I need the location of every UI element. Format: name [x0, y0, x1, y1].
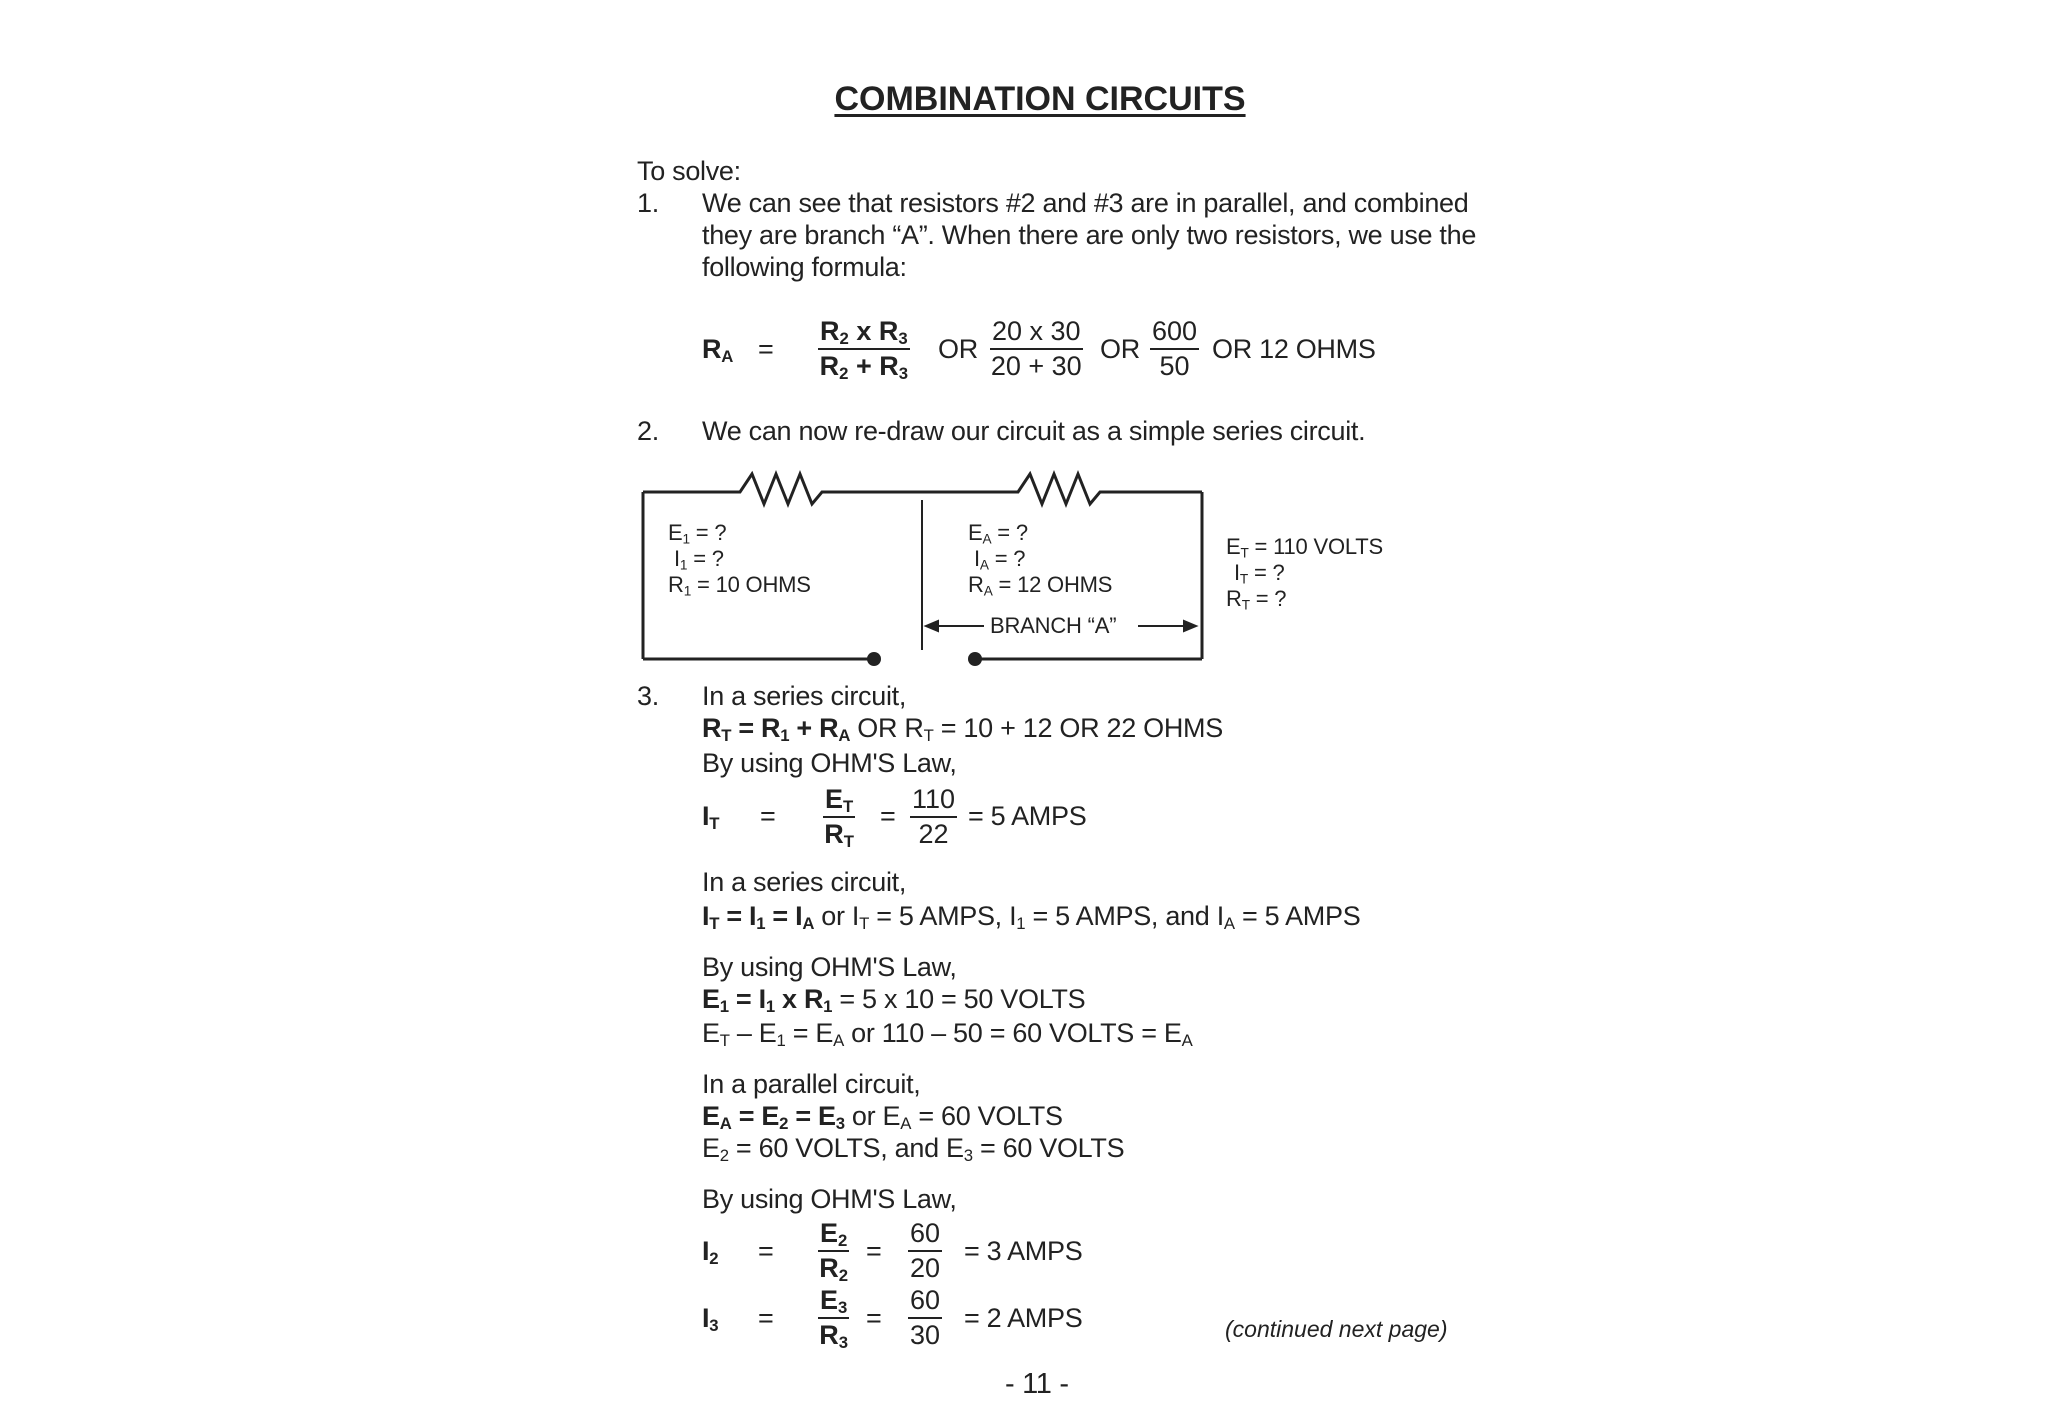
ra-equals: = — [758, 334, 774, 364]
i3-fraction-symbolic: $\frac{E_3}{R_3}$ — [819, 1285, 849, 1353]
i2-result: = 3 AMPS — [964, 1236, 1083, 1266]
ra-result: OR 12 OHMS — [1212, 334, 1376, 364]
it-result: = 5 AMPS — [968, 801, 1087, 831]
it-fraction-symbolic: $\frac{E_T}{R_T}$ — [824, 784, 854, 852]
total-it-label: $I_T$ = ? — [1234, 560, 1285, 587]
current-equation: $I_T = I_1 = I_A$ or $I_T = 5$ AMPS, $I_1 = 5$ AMPS, and $I_A = 5$ AMPS — [702, 901, 1361, 934]
step-1-line-2: they are branch “A”. When there are only two resistors, we use the — [702, 220, 1477, 250]
ohms-law-3: By using OHM'S Law, — [702, 1184, 957, 1214]
ea-parallel-equation: $E_A = E_2 = E_3$ or $E_A = 60$ VOLTS — [702, 1101, 1063, 1134]
e1-equation: $E_1 = I_1$ x $R_1 = 5$ x 10 = 50 VOLTS — [702, 984, 1086, 1017]
left-r1-label: $R_1 = 10$ OHMS — [668, 572, 811, 599]
it-equals-2: = — [880, 801, 896, 831]
i2-lhs: $I_2$ — [702, 1236, 719, 1269]
intro-text: To solve: — [637, 156, 741, 186]
i2-fraction-numeric: $\frac{60}{20}$ — [910, 1218, 941, 1283]
step-2-text: We can now re-draw our circuit as a simple series circuit. — [702, 416, 1366, 446]
terminal-right — [968, 652, 982, 666]
ra-fraction-symbolic: $\frac{R_2 x R_3}{R_2 + R_3}$ — [819, 316, 909, 384]
i2-equals-2: = — [866, 1236, 882, 1266]
left-e1-label: $E_1$ = ? — [668, 520, 727, 547]
branch-ea-label: $E_A$ = ? — [968, 520, 1028, 547]
ea-equation: $E_T - E_1 = E_A$ or 110 – 50 = 60 VOLTS = $E_A$ — [702, 1018, 1193, 1051]
step-1-number: 1. — [637, 188, 659, 218]
i3-result: = 2 AMPS — [964, 1303, 1083, 1333]
ohms-law-2: By using OHM'S Law, — [702, 952, 957, 982]
e2-e3-equation: $E_2 = 60$ VOLTS, and $E_3 = 60$ VOLTS — [702, 1133, 1125, 1166]
branch-arrow-left-head — [926, 621, 938, 631]
i3-fraction-numeric: $\frac{60}{30}$ — [910, 1285, 941, 1350]
step-3-number: 3. — [637, 681, 659, 711]
ra-lhs: $R_A$ — [702, 334, 733, 367]
branch-arrow-right-head — [1184, 621, 1196, 631]
it-fraction-numeric: $\frac{110}{22}$ — [912, 784, 956, 849]
total-rt-label: $R_T$ = ? — [1226, 586, 1287, 613]
left-i1-label: $I_1$ = ? — [674, 546, 724, 573]
it-equals: = — [760, 801, 776, 831]
branch-ia-label: $I_A$ = ? — [974, 546, 1026, 573]
ohms-law-1: By using OHM'S Law, — [702, 748, 957, 778]
i2-equals: = — [758, 1236, 774, 1266]
i3-equals-2: = — [866, 1303, 882, 1333]
series-intro-2: In a series circuit, — [702, 867, 907, 897]
circuit-top-wire-with-resistors — [643, 474, 1202, 504]
continued-note: (continued next page) — [1225, 1316, 1448, 1342]
ra-fraction-result: $\frac{600}{50}$ — [1152, 316, 1198, 381]
page-title: COMBINATION CIRCUITS — [834, 80, 1246, 118]
ra-or-2: OR — [1100, 334, 1140, 364]
ra-fraction-numeric: $\frac{20 x 30}{20 + 30}$ — [990, 316, 1082, 381]
ra-or-1: OR — [938, 334, 978, 364]
i2-fraction-symbolic: $\frac{E_2}{R_2}$ — [819, 1218, 849, 1286]
series-intro: In a series circuit, — [702, 681, 907, 711]
rt-equation: $R_T = R_1 + R_A$ OR $R_T = 10 + 12$ OR 22 OHMS — [702, 713, 1223, 746]
parallel-intro: In a parallel circuit, — [702, 1069, 921, 1099]
terminal-left — [867, 652, 881, 666]
step-1-line-3: following formula: — [702, 252, 907, 282]
branch-a-label: BRANCH “A” — [990, 613, 1117, 638]
branch-ra-label: $R_A = 12$ OHMS — [968, 572, 1113, 599]
step-1-line-1: We can see that resistors #2 and #3 are in parallel, and combined — [702, 188, 1469, 218]
i3-equals: = — [758, 1303, 774, 1333]
step-2-number: 2. — [637, 416, 659, 446]
total-et-label: $E_T = 110$ VOLTS — [1226, 534, 1383, 561]
i3-lhs: $I_3$ — [702, 1303, 719, 1336]
page-number: - 11 - — [1005, 1368, 1069, 1400]
it-lhs: $I_T$ — [702, 801, 720, 834]
